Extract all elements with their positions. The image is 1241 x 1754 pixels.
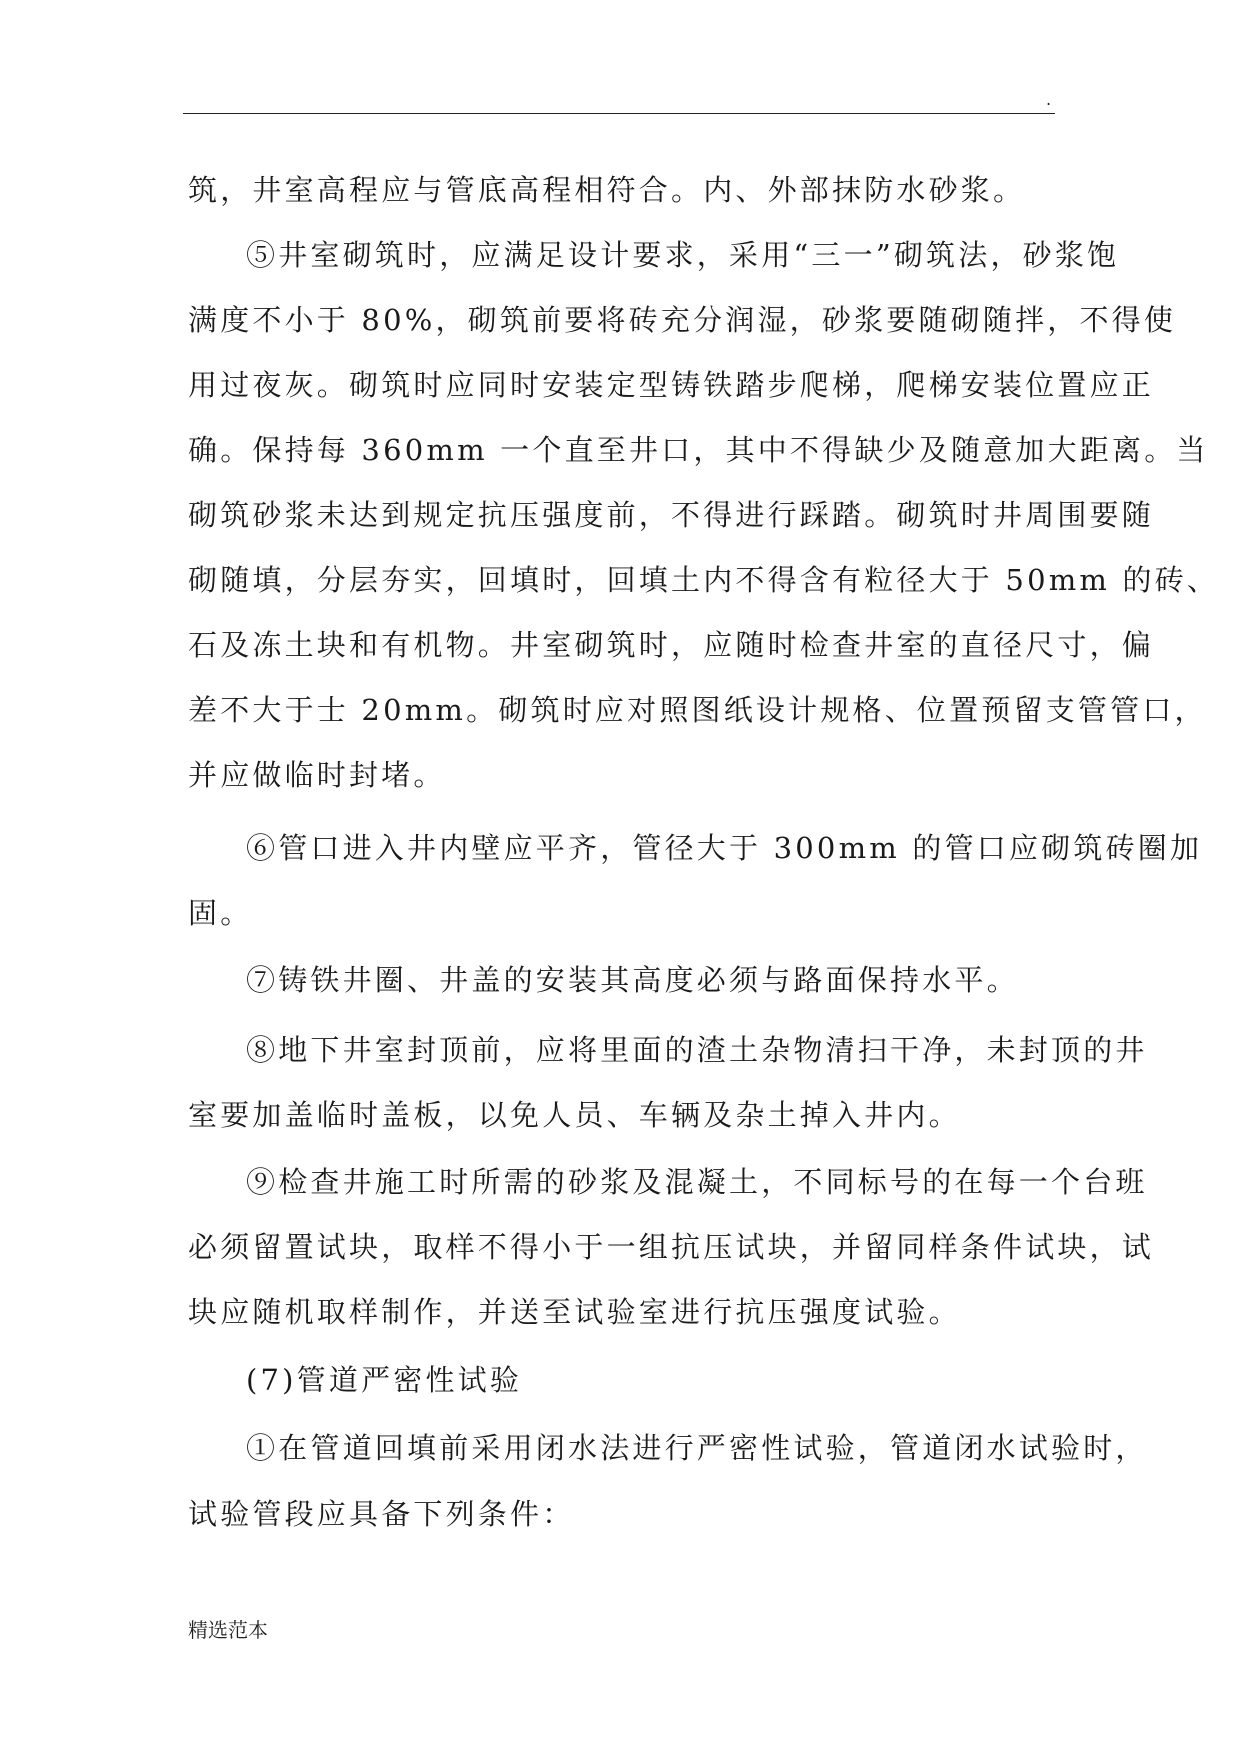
text-line: 石及冻土块和有机物。井室砌筑时，应随时检查井室的直径尺寸，偏 xyxy=(188,628,1155,662)
text-line: 试验管段应具备下列条件： xyxy=(188,1497,575,1531)
text-line: 并应做临时封堵。 xyxy=(188,758,446,792)
section-heading: (7)管道严密性试验 xyxy=(246,1363,523,1397)
paragraph-item-6: ⑥管口进入井内壁应平齐，管径大于 300mm 的管口应砌筑砖圈加 xyxy=(246,831,1203,865)
footer-label: 精选范本 xyxy=(188,1618,268,1642)
text-line: 差不大于士 20mm。砌筑时应对照图纸设计规格、位置预留支管管口， xyxy=(188,693,1207,727)
text-line: 固。 xyxy=(188,896,253,930)
paragraph-item-7: ⑦铸铁井圈、井盖的安装其高度必须与路面保持水平。 xyxy=(246,963,1019,997)
paragraph-item-1: ①在管道回填前采用闭水法进行严密性试验，管道闭水试验时， xyxy=(246,1431,1148,1465)
paragraph-item-9: ⑨检查井施工时所需的砂浆及混凝土，不同标号的在每一个台班 xyxy=(246,1165,1148,1199)
text-line: 满度不小于 80%，砌筑前要将砖充分润湿，砂浆要随砌随拌，不得使 xyxy=(188,303,1177,337)
text-line: 筑，井室高程应与管底高程相符合。内、外部抹防水砂浆。 xyxy=(188,173,1026,207)
text-line: 砌随填，分层夯实，回填时，回填土内不得含有粒径大于 50mm 的砖、 xyxy=(188,563,1220,597)
text-line: 必须留置试块，取样不得小于一组抗压试块，并留同样条件试块，试 xyxy=(188,1230,1155,1264)
text-line: 确。保持每 360mm 一个直至井口，其中不得缺少及随意加大距离。当 xyxy=(188,433,1209,467)
text-line: 用过夜灰。砌筑时应同时安装定型铸铁踏步爬梯，爬梯安装位置应正 xyxy=(188,368,1155,402)
text-line: 室要加盖临时盖板，以免人员、车辆及杂土掉入井内。 xyxy=(188,1098,961,1132)
paragraph-item-8: ⑧地下井室封顶前，应将里面的渣土杂物清扫干净，未封顶的井 xyxy=(246,1033,1148,1067)
text-line: 砌筑砂浆未达到规定抗压强度前，不得进行踩踏。砌筑时井周围要随 xyxy=(188,498,1155,532)
header-rule xyxy=(183,113,1055,114)
header-mark: . xyxy=(1046,90,1052,109)
paragraph-item-5: ⑤井室砌筑时，应满足设计要求，采用“三一”砌筑法，砂浆饱 xyxy=(246,238,1120,272)
text-line: 块应随机取样制作，并送至试验室进行抗压强度试验。 xyxy=(188,1295,961,1329)
